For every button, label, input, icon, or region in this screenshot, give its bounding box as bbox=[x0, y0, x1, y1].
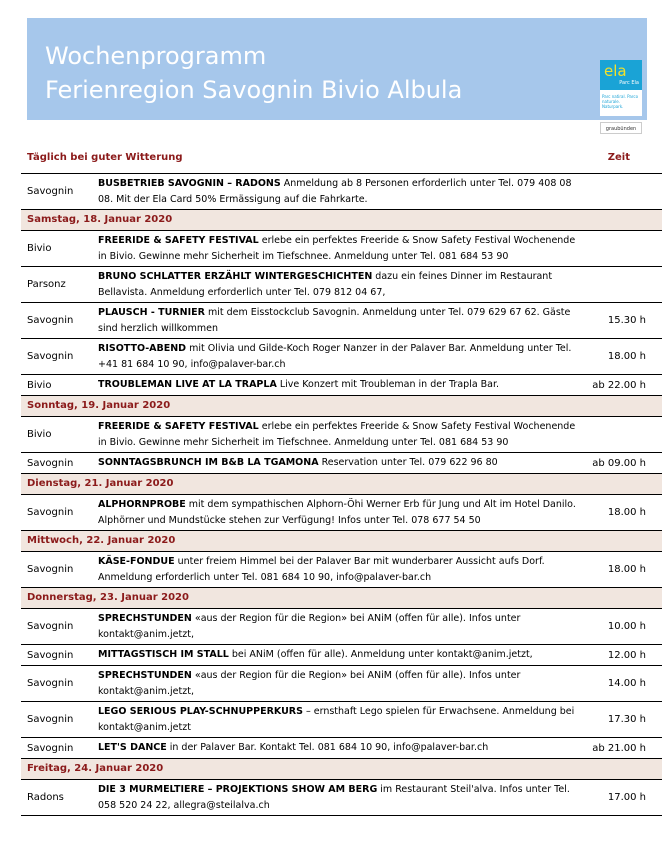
event-text: Live Konzert mit Troubleman in der Trapla Bar. bbox=[276, 379, 500, 390]
event-row bbox=[21, 780, 662, 816]
event-title: SPRECHSTUNDEN bbox=[98, 670, 192, 681]
event-description bbox=[98, 552, 582, 587]
event-time: ab 09.00 h bbox=[592, 457, 646, 469]
event-title: SONNTAGSBRUNCH IM B&B LA TGAMONA bbox=[98, 457, 319, 468]
table-body bbox=[21, 174, 662, 816]
event-title: ALPHORNPROBE bbox=[98, 499, 186, 510]
event-description bbox=[98, 666, 582, 701]
event-description bbox=[98, 780, 582, 815]
event-row bbox=[21, 417, 662, 453]
event-text: erlebe ein perfektes Freeride & Snow Safety Festival Wochenende in Bivio. Gewinne mehr Sicherheit im Tiefschnee. Anmeldung unter Tel. 081 684 53 90 bbox=[98, 235, 576, 262]
event-location: Savognin bbox=[27, 507, 74, 518]
event-row bbox=[21, 339, 662, 375]
header-daily-label: Täglich bei guter Witterung bbox=[27, 152, 183, 163]
day-label: Sonntag, 19. Januar 2020 bbox=[27, 400, 171, 411]
event-time: 12.00 h bbox=[607, 649, 646, 661]
day-label: Samstag, 18. Januar 2020 bbox=[27, 214, 173, 225]
event-text: Anmeldung ab 8 Personen erforderlich unter Tel. 079 408 08 08. Mit der Ela Card 50% Ermässigung auf die Fahrkarte. bbox=[98, 178, 572, 205]
event-row bbox=[21, 375, 662, 396]
event-location: Savognin bbox=[27, 714, 74, 725]
event-description bbox=[98, 231, 582, 266]
event-text: in der Palaver Bar. Kontakt Tel. 081 684 10 90, info@palaver-bar.ch bbox=[166, 742, 489, 753]
event-row bbox=[21, 645, 662, 666]
event-text: «aus der Region für die Region» bei ANiM (offen für alle). Infos unter kontakt@anim.jetzt, bbox=[98, 670, 521, 697]
event-row bbox=[21, 666, 662, 702]
event-text: im Restaurant Steil'alva. Infos unter Tel. 058 520 24 22, allegra@steilalva.ch bbox=[98, 784, 570, 811]
event-text: mit dem Eisstockclub Savognin. Anmeldung unter Tel. 079 629 67 62. Gäste sind herzlich willkommen bbox=[98, 307, 571, 334]
event-time: 18.00 h bbox=[607, 351, 646, 362]
event-description bbox=[98, 339, 582, 374]
day-label: Dienstag, 21. Januar 2020 bbox=[27, 478, 174, 489]
event-description bbox=[98, 738, 582, 758]
logo-box bbox=[600, 60, 642, 90]
event-location: Savognin bbox=[27, 186, 74, 197]
event-time: 17.30 h bbox=[607, 714, 646, 725]
event-title: MITTAGSTISCH IM STALL bbox=[98, 649, 229, 660]
event-location: Savognin bbox=[27, 315, 74, 326]
event-location: Savognin bbox=[27, 457, 74, 469]
day-header bbox=[21, 759, 662, 780]
event-row bbox=[21, 231, 662, 267]
event-description bbox=[98, 303, 582, 338]
graubuenden-logo: graubünden bbox=[600, 122, 642, 134]
event-time: 18.00 h bbox=[607, 507, 646, 518]
event-title: RISOTTO-ABEND bbox=[98, 343, 187, 354]
day-header bbox=[21, 210, 662, 231]
day-label: Freitag, 24. Januar 2020 bbox=[27, 763, 164, 774]
event-location: Savognin bbox=[27, 649, 74, 661]
event-title: BUSBETRIEB SAVOGNIN – RADONS bbox=[98, 178, 281, 189]
day-header bbox=[21, 588, 662, 609]
event-row bbox=[21, 453, 662, 474]
event-description bbox=[98, 645, 582, 665]
day-header bbox=[21, 474, 662, 495]
table-header bbox=[21, 147, 662, 174]
event-title: TROUBLEMAN LIVE AT LA TRAPLA bbox=[98, 379, 277, 390]
event-title: FREERIDE & SAFETY FESTIVAL bbox=[98, 235, 259, 246]
event-time: 10.00 h bbox=[607, 621, 646, 632]
event-location: Bivio bbox=[27, 379, 52, 391]
event-description bbox=[98, 609, 582, 644]
event-row bbox=[21, 552, 662, 588]
event-location: Savognin bbox=[27, 564, 74, 575]
event-location: Radons bbox=[27, 792, 64, 803]
event-text: bei ANiM (offen für alle). Anmeldung unter kontakt@anim.jetzt, bbox=[228, 649, 533, 660]
event-location: Savognin bbox=[27, 621, 74, 632]
event-text: «aus der Region für die Region» bei ANiM (offen für alle). Infos unter kontakt@anim.jetzt, bbox=[98, 613, 521, 640]
event-time: 14.00 h bbox=[607, 678, 646, 689]
event-text: mit dem sympathischen Alphorn-Öhi Werner Erb für Jung und Alt im Hotel Danilo. Alphörner und Mundstücke stehen zur Verfügung! Infos unter Tel. 078 677 54 50 bbox=[98, 499, 576, 526]
event-row bbox=[21, 495, 662, 531]
event-text: unter freiem Himmel bei der Palaver Bar mit wunderbarer Aussicht aufs Dorf. Anmeldung erforderlich unter Tel. 081 684 10 90, info@palaver-bar.ch bbox=[98, 556, 545, 583]
event-location: Bivio bbox=[27, 429, 52, 440]
event-description bbox=[98, 375, 582, 395]
logo-tagline: Parc natiral. Parco naturale. Naturpark. bbox=[602, 94, 639, 109]
event-title: BRUNO SCHLATTER ERZÄHLT WINTERGESCHICHTEN bbox=[98, 271, 373, 282]
event-location: Bivio bbox=[27, 243, 52, 254]
event-description bbox=[98, 702, 582, 737]
event-time: ab 22.00 h bbox=[592, 379, 646, 391]
day-label: Donnerstag, 23. Januar 2020 bbox=[27, 592, 189, 603]
event-location: Savognin bbox=[27, 742, 74, 754]
page-title: Wochenprogramm bbox=[45, 42, 267, 70]
event-time: 15.30 h bbox=[607, 315, 646, 326]
event-location: Parsonz bbox=[27, 279, 66, 290]
event-text: erlebe ein perfektes Freeride & Snow Safety Festival Wochenende in Bivio. Gewinne mehr Sicherheit im Tiefschnee. Anmeldung unter Tel. 081 684 53 90 bbox=[98, 421, 576, 448]
day-header bbox=[21, 531, 662, 552]
program-table bbox=[21, 147, 662, 816]
event-title: SPRECHSTUNDEN bbox=[98, 613, 192, 624]
event-title: FREERIDE & SAFETY FESTIVAL bbox=[98, 421, 259, 432]
day-label: Mittwoch, 22. Januar 2020 bbox=[27, 535, 176, 546]
event-description bbox=[98, 174, 582, 209]
event-description bbox=[98, 495, 582, 530]
event-row bbox=[21, 738, 662, 759]
event-title: PLAUSCH - TURNIER bbox=[98, 307, 205, 318]
event-time: 18.00 h bbox=[607, 564, 646, 575]
logo-text: ela bbox=[604, 62, 627, 80]
event-row bbox=[21, 267, 662, 303]
event-time: ab 21.00 h bbox=[592, 742, 646, 754]
event-title: LEGO SERIOUS PLAY-SCHNUPPERKURS bbox=[98, 706, 303, 717]
event-description bbox=[98, 453, 582, 473]
parc-ela-logo bbox=[600, 60, 642, 116]
event-row bbox=[21, 702, 662, 738]
logo-sub: Parc Ela bbox=[619, 80, 639, 86]
day-header bbox=[21, 396, 662, 417]
page-subtitle: Ferienregion Savognin Bivio Albula bbox=[45, 76, 463, 104]
event-time: 17.00 h bbox=[607, 792, 646, 803]
event-title: KÄSE-FONDUE bbox=[98, 556, 175, 567]
event-text: mit Olivia und Gilde-Koch Roger Nanzer in der Palaver Bar. Anmeldung unter Tel. +41 81 684 10 90, info@palaver-bar.ch bbox=[98, 343, 572, 370]
header-banner bbox=[27, 18, 647, 120]
event-row bbox=[21, 174, 662, 210]
event-text: Reservation unter Tel. 079 622 96 80 bbox=[318, 457, 498, 468]
header-time-label: Zeit bbox=[607, 152, 630, 163]
event-text: dazu ein feines Dinner im Restaurant Bellavista. Anmeldung erforderlich unter Tel. 079 812 04 67, bbox=[98, 271, 553, 298]
event-row bbox=[21, 609, 662, 645]
event-title: DIE 3 MURMELTIERE – PROJEKTIONS SHOW AM BERG bbox=[98, 784, 378, 795]
event-location: Savognin bbox=[27, 351, 74, 362]
event-title: LET'S DANCE bbox=[98, 742, 167, 753]
event-text: – ernsthaft Lego spielen für Erwachsene. Anmeldung bei kontakt@anim.jetzt bbox=[98, 706, 575, 733]
event-location: Savognin bbox=[27, 678, 74, 689]
event-description bbox=[98, 417, 582, 452]
event-row bbox=[21, 303, 662, 339]
event-description bbox=[98, 267, 582, 302]
